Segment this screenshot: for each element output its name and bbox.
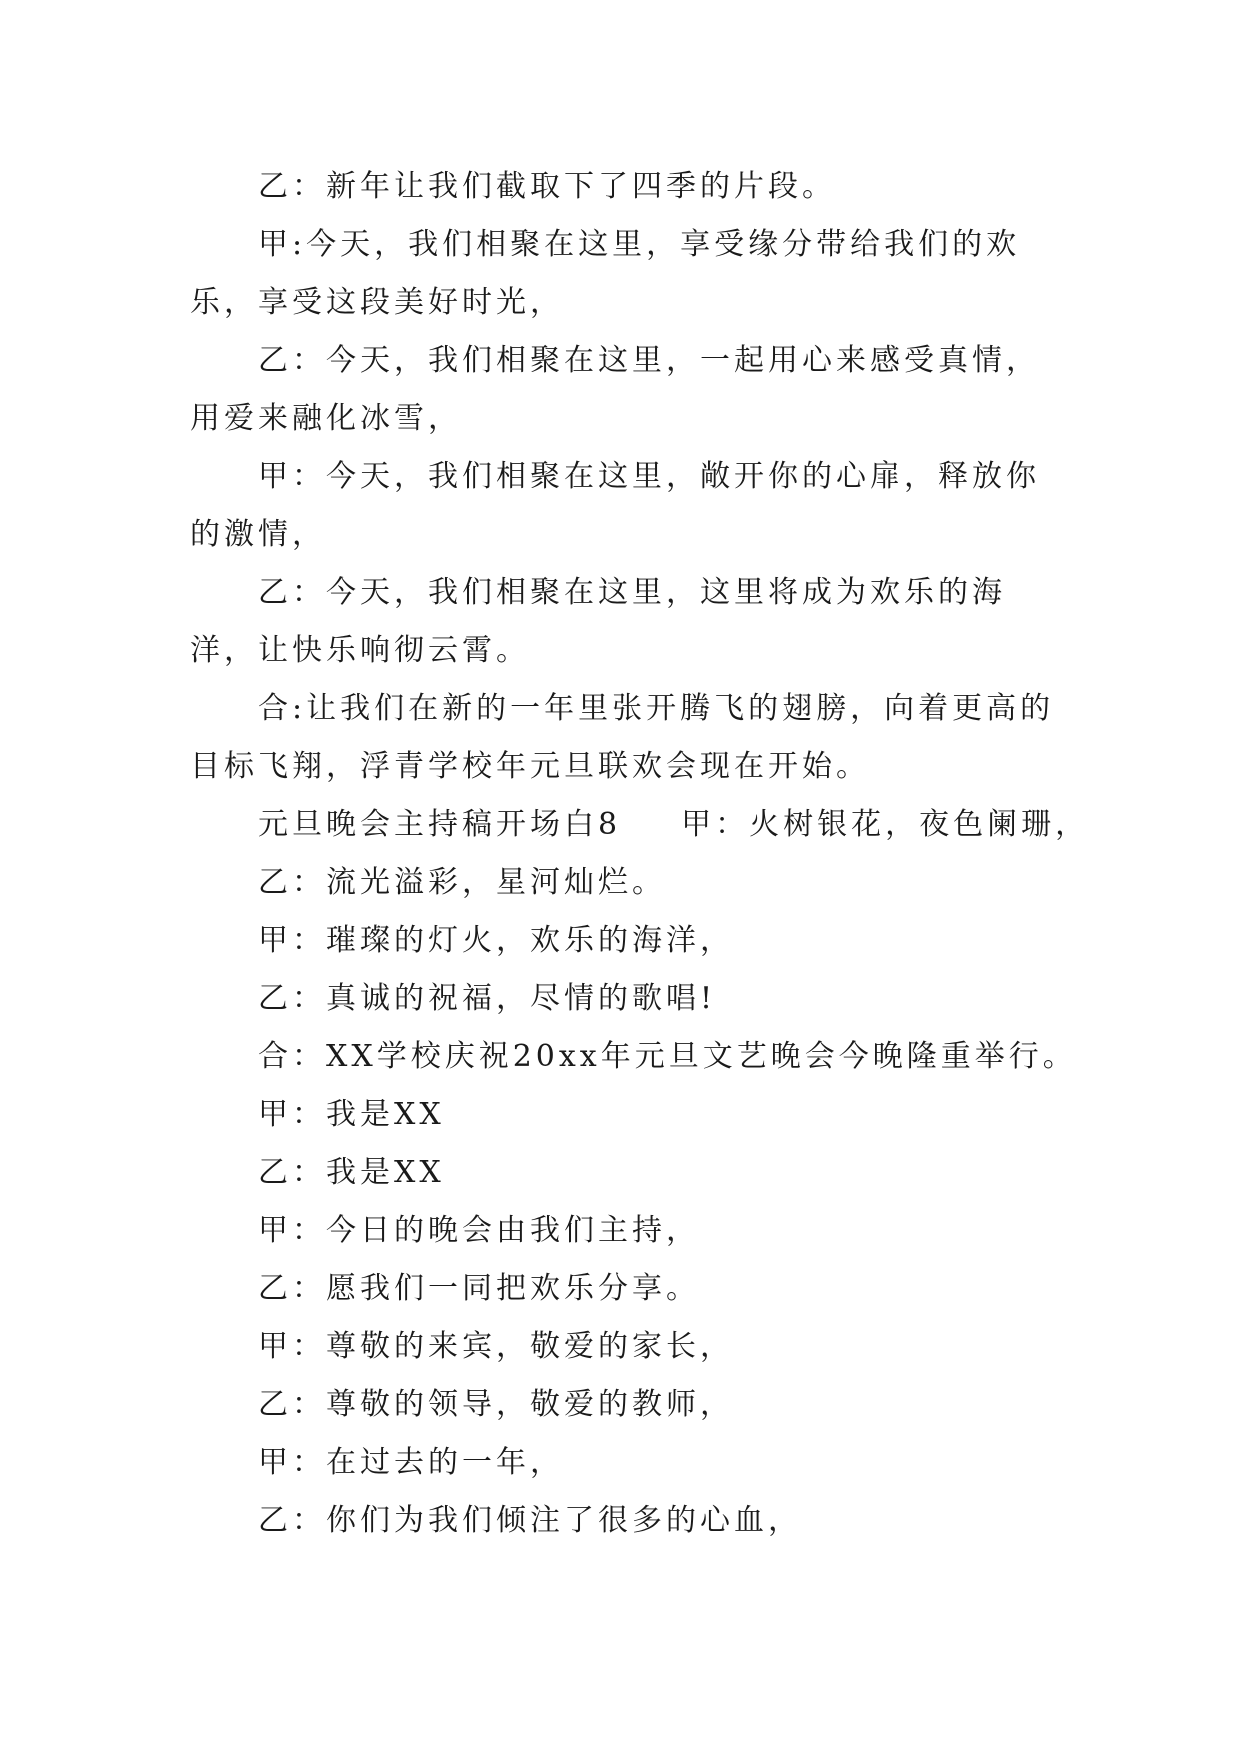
paragraph-6: 合:让我们在新的一年里张开腾飞的翅膀，向着更高的目标飞翔，浮青学校年元旦联欢会现在开始。 (190, 691, 1055, 784)
script-line: 甲：在过去的一年， (258, 1445, 564, 1480)
paragraph-1: 乙：新年让我们截取下了四季的片段。 (258, 169, 836, 204)
script-line: 甲：璀璨的灯火，欢乐的海洋， (258, 923, 734, 958)
script-line: 甲：我是XX (258, 1097, 445, 1132)
paragraph-4: 甲：今天，我们相聚在这里，敞开你的心扉，释放你的激情， (190, 459, 1040, 552)
script-line: 乙：你们为我们倾注了很多的心血， (258, 1503, 802, 1538)
script-line: 乙：我是XX (258, 1155, 445, 1190)
section-title: 元旦晚会主持稿开场白8 (258, 807, 622, 842)
document-body (190, 158, 1090, 1550)
script-line: 乙：尊敬的领导，敬爱的教师， (258, 1387, 734, 1422)
script-line: 乙：真诚的祝福，尽情的歌唱! (258, 981, 717, 1016)
script-line: 乙：愿我们一同把欢乐分享。 (258, 1271, 700, 1306)
section-first-line: 甲：火树银花，夜色阑珊， (681, 807, 1090, 842)
section-heading-line (190, 796, 1090, 854)
paragraph-5: 乙：今天，我们相聚在这里，这里将成为欢乐的海洋，让快乐响彻云霄。 (190, 575, 1006, 668)
paragraph-2: 甲:今天，我们相聚在这里，享受缘分带给我们的欢乐，享受这段美好时光， (190, 227, 1021, 320)
paragraph-3: 乙：今天，我们相聚在这里，一起用心来感受真情，用爱来融化冰雪， (190, 343, 1040, 436)
script-line: 甲：今日的晚会由我们主持， (258, 1213, 700, 1248)
script-line: 甲：尊敬的来宾，敬爱的家长， (258, 1329, 734, 1364)
script-line: 乙：流光溢彩，星河灿烂。 (258, 865, 666, 900)
script-line: 合：XX学校庆祝20xx年元旦文艺晚会今晚隆重举行。 (258, 1039, 1077, 1074)
